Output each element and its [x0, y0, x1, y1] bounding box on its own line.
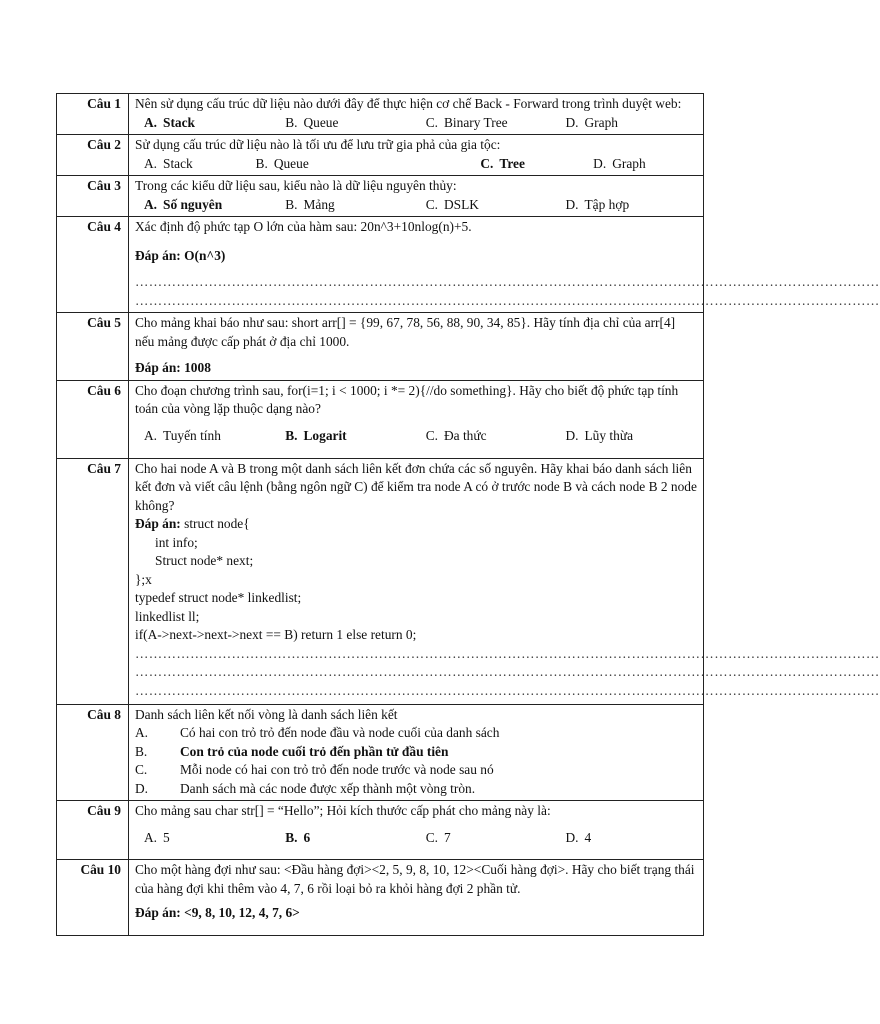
question-row	[57, 801, 704, 860]
option-a: Có hai con trỏ trỏ đến node đầu và node cuối của danh sách	[180, 725, 500, 740]
option-b: Con trỏ của node cuối trỏ đến phần tử đầu tiên	[180, 743, 449, 759]
question-number: Câu 4	[57, 217, 129, 313]
question-number: Câu 6	[57, 380, 129, 458]
question-number: Câu 5	[57, 313, 129, 381]
answer-line: ………………………………………………………………………………………………………………………………………………	[135, 274, 880, 289]
question-text: Trong các kiểu dữ liệu sau, kiểu nào là dữ liệu nguyên thủy:	[135, 178, 457, 193]
answer-line: ………………………………………………………………………………………………………………………………………………	[135, 682, 880, 698]
option-a: Số nguyên	[163, 196, 223, 212]
option-d: Graph	[612, 155, 646, 171]
option-b: Mảng	[303, 196, 335, 212]
question-row	[57, 94, 704, 135]
option-c: DSLK	[444, 196, 479, 212]
question-table	[56, 93, 880, 936]
question-number: Câu 3	[57, 176, 129, 217]
question-text: Cho đoạn chương trình sau, for(i=1; i < 1000; i *= 2){//do something}. Hãy cho biết độ phức tạp tính toán của vòng lặp thuộc dạng nào?	[135, 382, 679, 416]
question-row	[57, 176, 704, 217]
question-text: Cho hai node A và B trong một danh sách liên kết đơn chứa các số nguyên. Hãy khai báo danh sách liên kết đơn và viết câu lệnh (bằng ngôn ngữ C) để kiểm tra node A có ở trước node B và cách node B 2 node không?	[135, 460, 697, 513]
option-c: Mỗi node có hai con trỏ trỏ đến node trước và node sau nó	[180, 762, 494, 777]
question-text: Xác định độ phức tạp O lớn của hàm sau: 20n^3+10nlog(n)+5.	[135, 219, 472, 234]
options-row: A. 5 B. 6 C. 7 D. 4	[135, 829, 697, 848]
option-d: Lũy thừa	[584, 427, 634, 443]
options-row: A. Tuyến tính B. Logarit C. Đa thức D. Lũy thừa	[135, 427, 697, 446]
option-a: Stack	[163, 155, 193, 171]
answer-line: ………………………………………………………………………………………………………………………………………………	[135, 645, 880, 661]
question-text: Cho mảng sau char str[] = “Hello”; Hỏi kích thước cấp phát cho mảng này là:	[135, 803, 551, 818]
question-row: Câu 8 Danh sách liên kết nối vòng là danh sách liên kết A. Có hai con trỏ trỏ đến node đầu và node cuối của danh sách B. Con trỏ của node cuối trỏ đến phần tử đầu tiên C. Mỗi node có hai con trỏ trỏ đến node trước và node sau nó D. Danh sách mà các node được xếp thành một vòng tròn.	[57, 704, 704, 801]
options-row: A. Stack B. Queue C. Tree D. Graph	[135, 155, 697, 174]
code-line: int info;	[155, 534, 198, 550]
option-c: Đa thức	[444, 427, 487, 443]
option-d: Graph	[584, 114, 618, 130]
option-a: Tuyến tính	[163, 427, 221, 443]
code-line: struct node{	[180, 516, 250, 531]
question-number: Câu 7	[57, 458, 129, 704]
question-row	[57, 380, 704, 458]
question-number: Câu 10	[57, 860, 129, 936]
question-text: Cho mảng khai báo như sau: short arr[] = {99, 67, 78, 56, 88, 90, 34, 85}. Hãy tính địa chỉ của arr[4] nếu mảng được cấp phát ở địa chỉ 1000.	[135, 315, 676, 349]
question-text: Danh sách liên kết nối vòng là danh sách liên kết	[135, 706, 398, 722]
options-row: A. Số nguyên B. Mảng C. DSLK D. Tập hợp	[135, 196, 697, 215]
option-d: Danh sách mà các node được xếp thành một vòng tròn.	[180, 780, 476, 796]
option-d: 4	[584, 829, 592, 845]
question-text: Cho một hàng đợi như sau: <Đầu hàng đợi><2, 5, 9, 8, 10, 12><Cuối hàng đợi>. Hãy cho biết trạng thái của hàng đợi khi thêm vào 4, 7, 6 rồi loại bỏ ra khỏi hàng đợi 2 phần tử.	[135, 862, 695, 896]
answer-line: ………………………………………………………………………………………………………………………………………………	[135, 664, 880, 679]
answer-line: ………………………………………………………………………………………………………………………………………………	[135, 292, 880, 308]
code-line: linkedlist ll;	[135, 608, 200, 624]
code-line: Struct node* next;	[155, 553, 254, 568]
question-text: Nên sử dụng cấu trúc dữ liệu nào dưới đây để thực hiện cơ chế Back - Forward trong trình duyệt web:	[135, 96, 682, 111]
question-row	[57, 313, 704, 381]
answer-label: Đáp án:	[135, 516, 181, 531]
code-line: if(A->next->next->next == B) return 1 else return 0;	[135, 627, 417, 642]
option-b: Queue	[273, 155, 309, 171]
option-c: 7	[444, 829, 451, 845]
question-text: Sử dụng cấu trúc dữ liệu nào là tối ưu để lưu trữ gia phả của gia tộc:	[135, 137, 501, 152]
option-a: Stack	[163, 114, 195, 130]
options-row: A. Stack B. Queue C. Binary Tree D. Graph	[135, 114, 697, 133]
option-d: Tập hợp	[584, 196, 630, 212]
option-b: Queue	[303, 114, 339, 130]
answer-text: Đáp án: O(n^3)	[135, 247, 226, 263]
question-row	[57, 860, 704, 936]
option-b: 6	[303, 829, 311, 845]
question-row	[57, 458, 704, 704]
question-number: Câu 1	[57, 94, 129, 135]
question-row	[57, 135, 704, 176]
code-line: };x	[135, 571, 152, 587]
answer-text: Đáp án: <9, 8, 10, 12, 4, 7, 6>	[135, 905, 300, 920]
question-row	[57, 217, 704, 313]
code-line: typedef struct node* linkedlist;	[135, 590, 302, 605]
option-c: Binary Tree	[444, 114, 508, 130]
option-a: 5	[163, 829, 170, 845]
option-b: Logarit	[303, 427, 347, 443]
question-number: Câu 8	[57, 704, 129, 801]
option-c: Tree	[499, 155, 525, 171]
answer-text: Đáp án: 1008	[135, 360, 211, 375]
question-number: Câu 9	[57, 801, 129, 860]
question-number: Câu 2	[57, 135, 129, 176]
